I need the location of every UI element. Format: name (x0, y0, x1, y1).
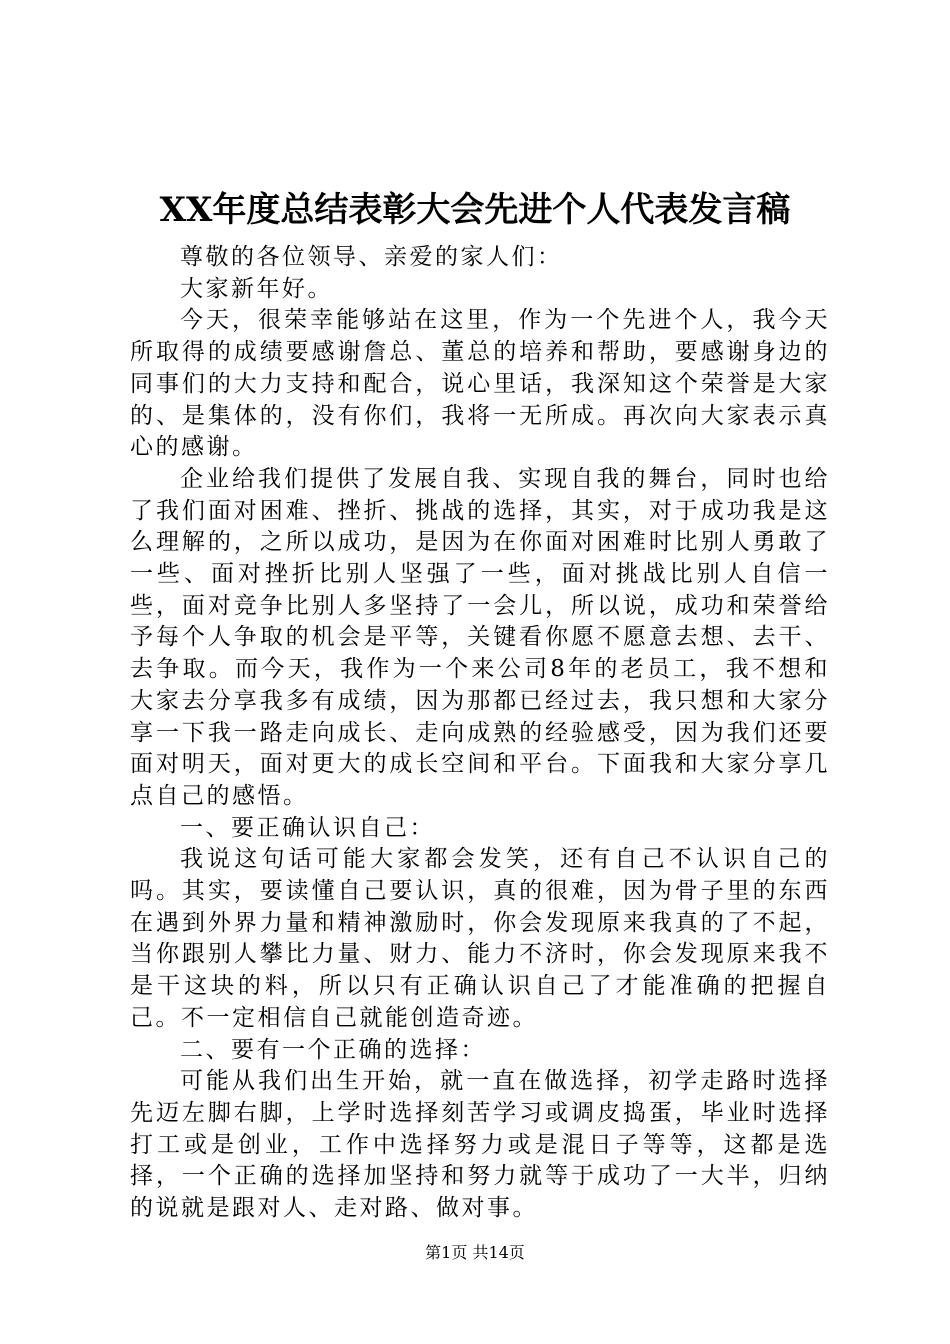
paragraph-choice: 可能从我们出生开始，就一直在做选择，初学走路时选择先迈左脚右脚，上学时选择刻苦学习或调皮捣蛋，毕业时选择打工或是创业，工作中选择努力或是混日子等等，这都是选择，一个正确的选择加坚持和努力就等于成功了一大半，归纳的说就是跟对人、走对路、做对事。 (130, 1068, 830, 1222)
document-body (130, 242, 830, 1225)
paragraph-self-knowledge: 我说这句话可能大家都会发笑，还有自己不认识自己的吗。其实，要读懂自己要认识，真的很难，因为骨子里的东西在遇到外界力量和精神激励时，你会发现原来我真的了不起，当你跟别人攀比力量、财力、能力不济时，你会发现原来我不是干这块的料，所以只有正确认识自己了才能准确的把握自己。不一定相信自己就能创造奇迹。 (130, 846, 830, 1031)
paragraph-success: 企业给我们提供了发展自我、实现自我的舞台，同时也给了我们面对困难、挫折、挑战的选择，其实，对于成功我是这么理解的，之所以成功，是因为在你面对困难时比别人勇敢了一些、面对挫折比别人坚强了一些，面对挑战比别人自信一些，面对竞争比别人多坚持了一会儿，所以说，成功和荣誉给予每个人争取的机会是平等，关键看你愿不愿意去想、去干、去争取。而今天，我作为一个来公司8年的老员工，我不想和大家去分享我多有成绩，因为那都已经过去，我只想和大家分享一下我一路走向成长、走向成熟的经验感受，因为我们还要面对明天，面对更大的成长空间和平台。下面我和大家分享几点自己的感悟。 (130, 465, 830, 809)
document-title: XX年度总结表彰大会先进个人代表发言稿 (159, 190, 791, 230)
greeting: 大家新年好。 (180, 275, 333, 302)
section-heading-1: 一、要正确认识自己： (180, 814, 435, 841)
paragraph-thanks: 今天，很荣幸能够站在这里，作为一个先进个人，我今天所取得的成绩要感谢詹总、董总的培养和帮助，要感谢身边的同事们的大力支持和配合，说心里话，我深知这个荣誉是大家的、是集体的，没有你们，我将一无所成。再次向大家表示真心的感谢。 (130, 307, 830, 461)
page-number: 第1页 共14页 (425, 1243, 525, 1262)
salutation: 尊敬的各位领导、亲爱的家人们： (180, 244, 563, 270)
section-heading-2: 二、要有一个正确的选择： (180, 1036, 486, 1063)
